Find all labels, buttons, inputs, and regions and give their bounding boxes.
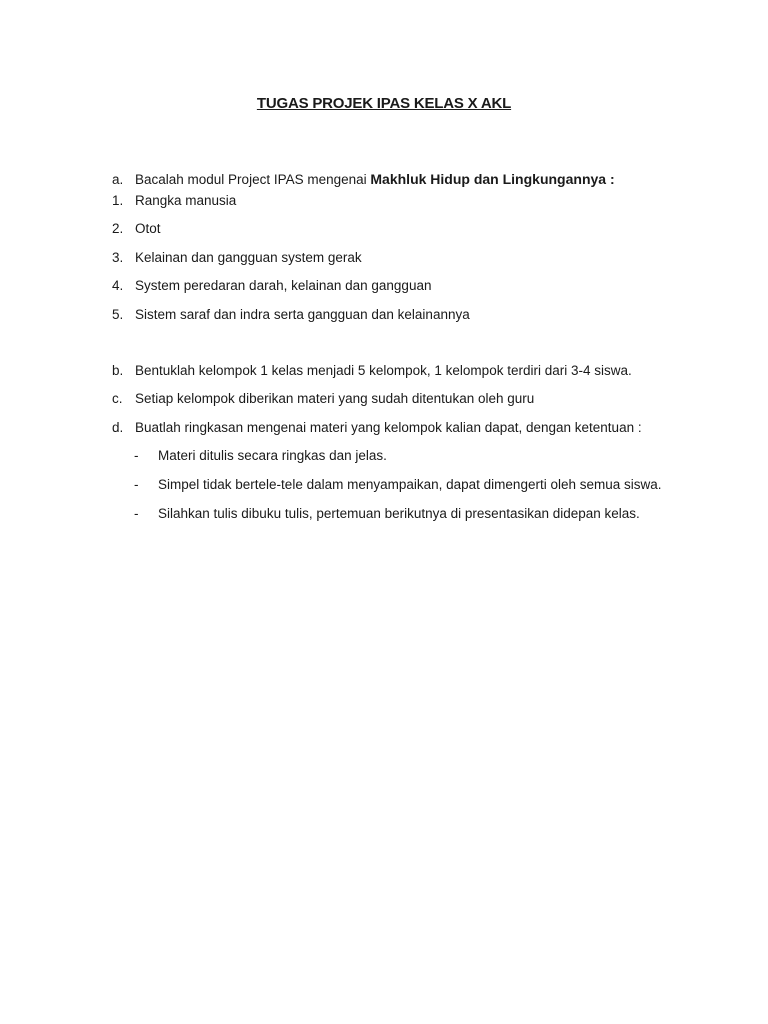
list-item-d [112,420,642,436]
list-item-c [112,391,534,407]
bullet-item-3 [134,506,640,522]
list-marker: c. [112,391,123,406]
list-item-4 [112,278,431,294]
bullet-marker: - [134,448,139,463]
list-item-b [112,363,632,379]
list-item-text: Rangka manusia [135,193,237,208]
list-item-text: Buatlah ringkasan mengenai materi yang kelompok kalian dapat, dengan ketentuan : [135,420,642,435]
bullet-item-text: Simpel tidak bertele-tele dalam menyampaikan, dapat dimengerti oleh semua siswa. [158,477,662,492]
list-item-3 [112,250,362,266]
list-item-text: Otot [135,221,161,236]
list-marker: 2. [112,221,124,236]
bullet-marker: - [134,477,139,492]
list-item-5 [112,307,470,323]
list-marker: 5. [112,307,124,322]
list-marker: d. [112,420,124,435]
list-marker: a. [112,172,124,187]
list-item-text: Sistem saraf dan indra serta gangguan dan kelainannya [135,307,470,322]
list-item-text: System peredaran darah, kelainan dan gangguan [135,278,432,293]
list-item-1 [112,193,236,209]
list-item-text: Bacalah modul Project IPAS mengenai [135,172,371,187]
list-marker: 1. [112,193,124,208]
document-title: TUGAS PROJEK IPAS KELAS X AKL [256,95,512,112]
list-item-text: Bentuklah kelompok 1 kelas menjadi 5 kelompok, 1 kelompok terdiri dari 3-4 siswa. [135,363,632,378]
topic-bold-text: Makhluk Hidup dan Lingkungannya : [370,171,615,187]
list-item-text: Kelainan dan gangguan system gerak [135,250,362,265]
list-marker: 3. [112,250,124,265]
list-marker: b. [112,363,124,378]
list-marker: 4. [112,278,124,293]
bullet-marker: - [134,506,139,521]
bullet-item-1 [134,448,387,464]
bullet-item-text: Silahkan tulis dibuku tulis, pertemuan berikutnya di presentasikan didepan kelas. [158,506,640,521]
list-item-2 [112,221,161,237]
list-item-text: Setiap kelompok diberikan materi yang sudah ditentukan oleh guru [135,391,535,406]
list-item-a [112,171,615,188]
bullet-item-text: Materi ditulis secara ringkas dan jelas. [158,448,387,463]
bullet-item-2 [134,477,662,493]
